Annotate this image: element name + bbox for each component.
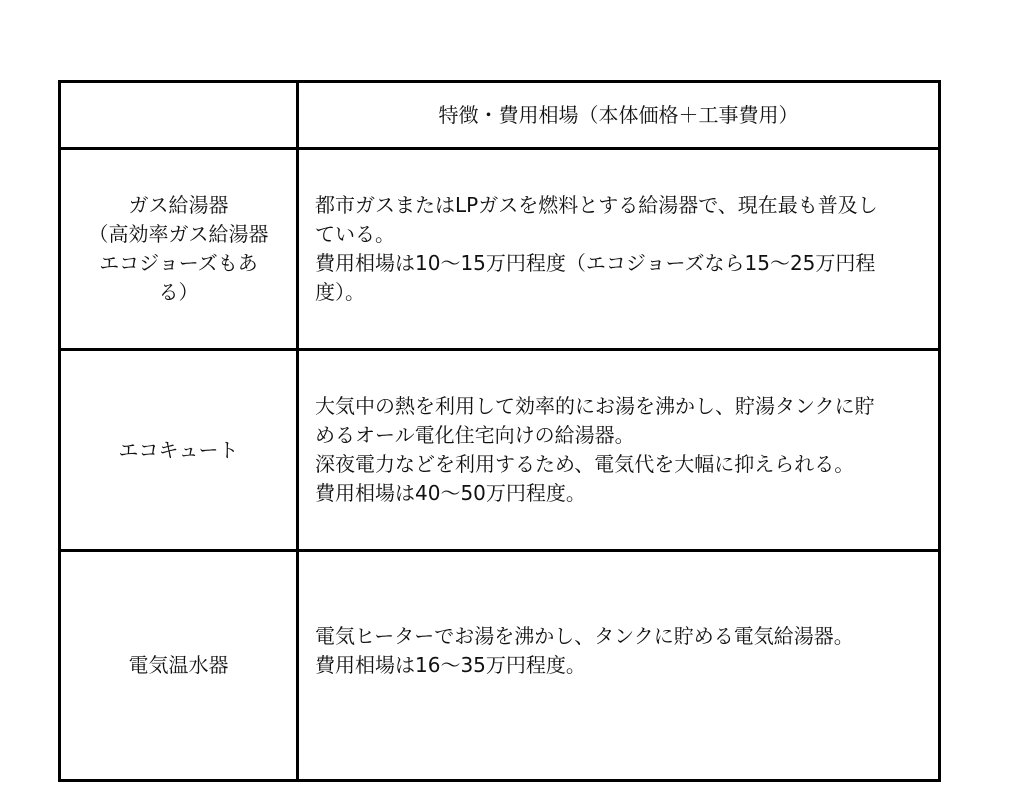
heater-name-line: （高効率ガス給湯器 [88,222,269,246]
heater-description-cell [298,551,940,781]
water-heater-comparison-table [58,80,941,782]
description-line: 大気中の熱を利用して効率的にお湯を沸かし、貯湯タンクに貯 [315,394,875,418]
description-line: めるオール電化住宅向けの給湯器。 [315,423,635,447]
description-line: 費用相場は40〜50万円程度。 [315,481,586,505]
header-label: 特徴・費用相場（本体価格＋工事費用） [438,102,799,127]
heater-name-line: エコジョーズもあ [99,251,258,275]
header-cell [298,82,940,149]
table-header-row [60,82,940,149]
table-row-ecocute [60,350,940,551]
description-line: 都市ガスまたはLPガスを燃料とする給湯器で、現在最も普及し [315,193,878,217]
table-row-electric [60,551,940,781]
description-line: 度）。 [315,280,365,304]
heater-description-cell [298,350,940,551]
heater-name-line: ガス給湯器 [128,193,229,217]
heater-name-line: る） [158,280,199,304]
description-line: 電気ヒーターでお湯を沸かし、タンクに貯める電気給湯器。 [315,624,854,648]
description-line: 費用相場は10〜15万円程度（エコジョーズなら15〜25万円程 [315,251,876,275]
description-line: ている。 [315,222,395,246]
heater-name-cell [60,551,298,781]
heater-name-line: 電気温水器 [128,653,229,677]
heater-description-cell [298,149,940,350]
table-row-gas [60,149,940,350]
heater-name-cell [60,149,298,350]
description-line: 費用相場は16〜35万円程度。 [315,653,586,677]
heater-name-cell [60,350,298,551]
heater-name-line: エコキュート [118,437,239,462]
description-line: 深夜電力などを利用するため、電気代を大幅に抑えられる。 [315,452,855,476]
header-empty-cell [60,82,298,149]
